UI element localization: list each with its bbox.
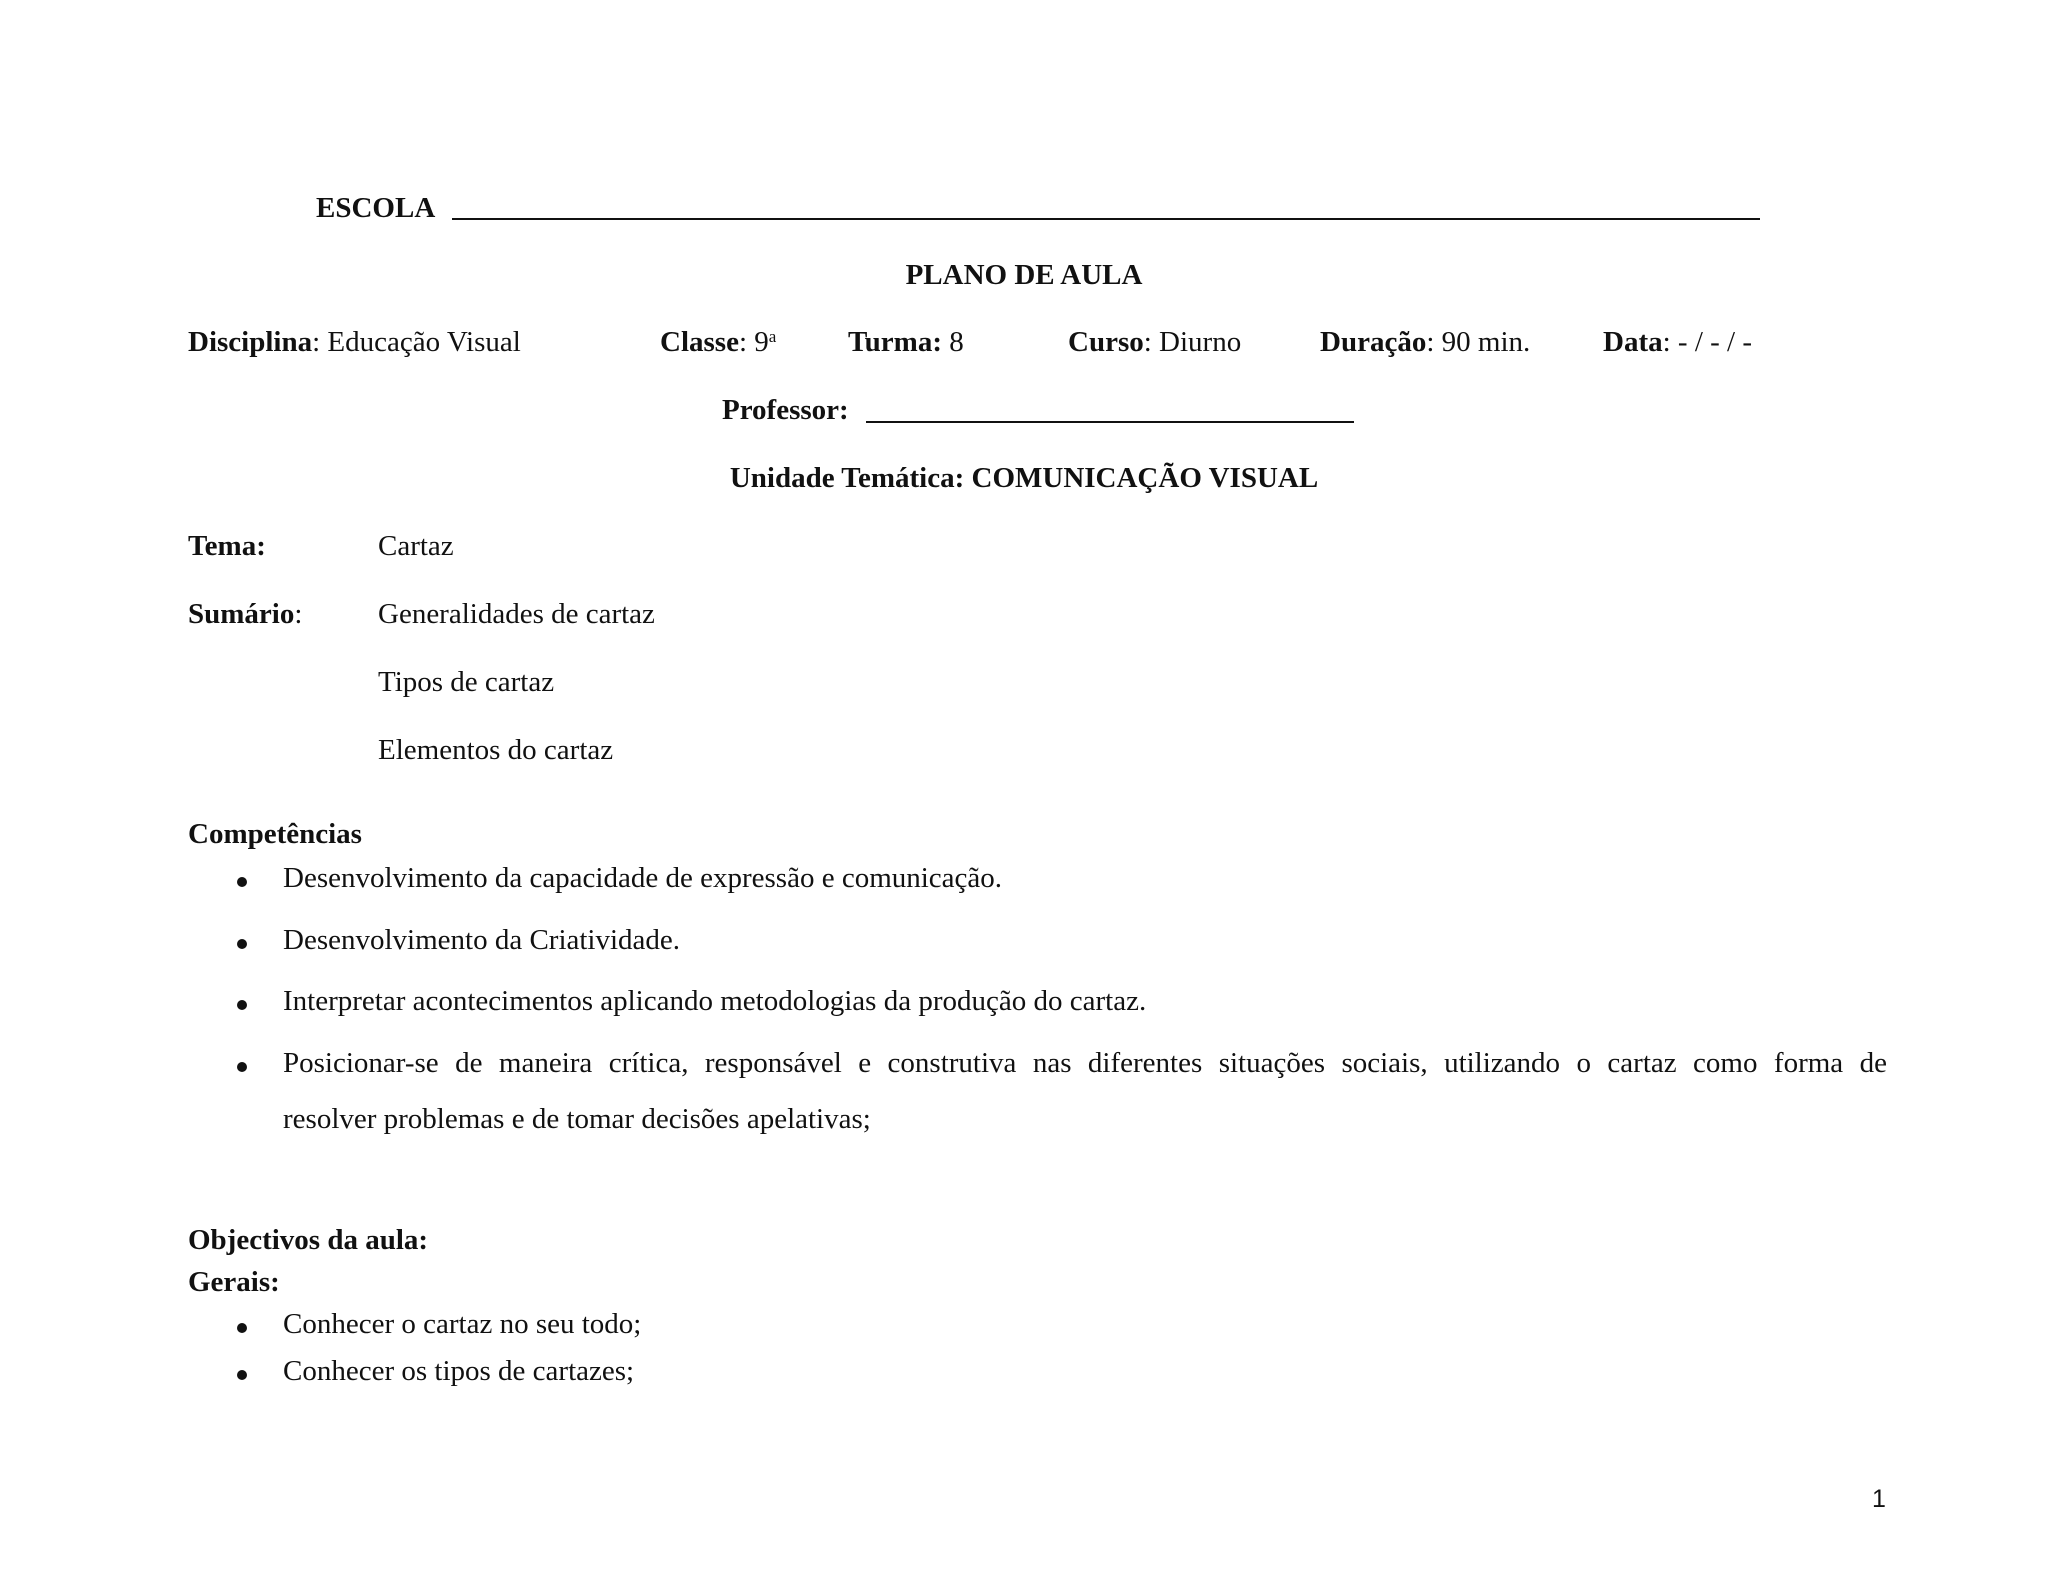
disciplina-field: [188, 328, 521, 357]
professor-label: Professor:: [722, 394, 849, 426]
tema-label: Tema:: [188, 530, 266, 562]
tema-value: Cartaz: [378, 530, 454, 562]
competencia-item: Desenvolvimento da Criatividade.: [283, 924, 681, 956]
bullet-icon: [237, 1000, 247, 1010]
data-label: Data: [1603, 326, 1663, 358]
data-value: : - / - / -: [1662, 326, 1753, 358]
turma-label: Turma:: [848, 326, 942, 358]
sumario-item: Elementos do cartaz: [378, 734, 614, 766]
bullet-icon: [237, 1370, 247, 1380]
competencia-item: Posicionar-se de maneira crítica, responsável e construtiva nas diferentes situações sociais, utilizando o cartaz como forma de: [283, 1047, 1887, 1079]
turma-value: 8: [942, 326, 964, 358]
data-field: [1603, 328, 1752, 357]
bullet-icon: [237, 939, 247, 949]
bullet-icon: [237, 877, 247, 887]
disciplina-value: : Educação Visual: [312, 326, 521, 358]
duracao-field: [1320, 328, 1530, 357]
curso-label: Curso: [1068, 326, 1144, 358]
school-name-blank: [452, 218, 1760, 220]
page-number: 1: [1872, 1485, 1886, 1513]
classe-field: [660, 328, 776, 357]
classe-label: Classe: [660, 326, 739, 358]
classe-value: : 9: [738, 326, 769, 358]
sumario-item: Generalidades de cartaz: [378, 598, 655, 630]
objectivos-heading: Objectivos da aula:: [188, 1224, 429, 1256]
objectivo-item: Conhecer o cartaz no seu todo;: [283, 1308, 642, 1340]
sumario-label: [188, 600, 302, 629]
sumario-colon: :: [294, 598, 303, 630]
competencia-item: Interpretar acontecimentos aplicando metodologias da produção do cartaz.: [283, 985, 1147, 1017]
duracao-value: : 90 min.: [1426, 326, 1531, 358]
classe-superscript: a: [768, 327, 777, 346]
turma-field: [848, 328, 964, 357]
page-title: PLANO DE AULA: [905, 259, 1143, 291]
sumario-label-text: Sumário: [188, 598, 295, 630]
sumario-item: Tipos de cartaz: [378, 666, 555, 698]
bullet-icon: [237, 1062, 247, 1072]
competencia-item: Desenvolvimento da capacidade de expressão e comunicação.: [283, 862, 1003, 894]
bullet-icon: [237, 1323, 247, 1333]
competencias-heading: Competências: [188, 818, 362, 850]
unidade-tematica: Unidade Temática: COMUNICAÇÃO VISUAL: [729, 462, 1319, 494]
curso-value: : Diurno: [1143, 326, 1242, 358]
professor-name-blank: [866, 421, 1354, 423]
curso-field: [1068, 328, 1241, 357]
school-label: ESCOLA: [316, 192, 436, 224]
gerais-label: Gerais:: [188, 1266, 280, 1298]
objectivo-item: Conhecer os tipos de cartazes;: [283, 1355, 635, 1387]
duracao-label: Duração: [1320, 326, 1427, 358]
disciplina-label: Disciplina: [188, 326, 313, 358]
competencia-item-continuation: resolver problemas e de tomar decisões apelativas;: [283, 1103, 871, 1135]
